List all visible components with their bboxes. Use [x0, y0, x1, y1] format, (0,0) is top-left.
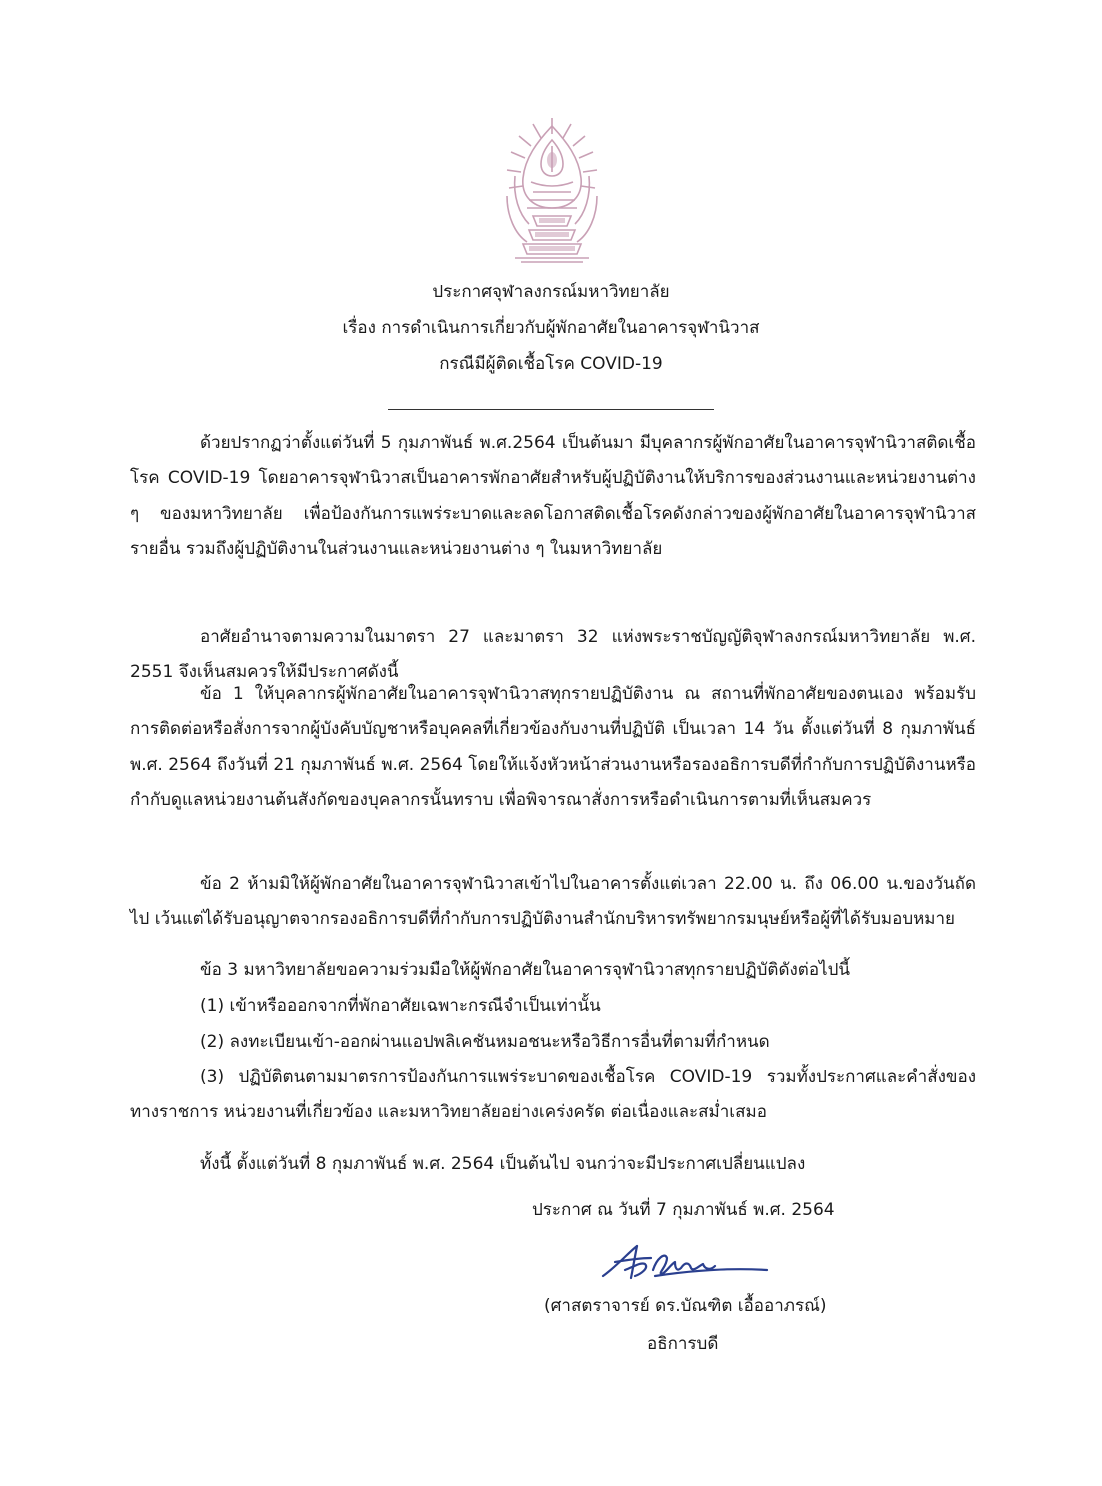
authority-paragraph: อาศัยอำนาจตามความในมาตรา 27 และมาตรา 32 แห่งพระราชบัญญัติจุฬาลงกรณ์มหาวิทยาลัย พ.ศ. 2551 จึงเห็นสมควรให้มีประกาศดังนี้	[130, 627, 976, 683]
clause-1: ข้อ 1 ให้บุคลากรผู้พักอาศัยในอาคารจุฬานิวาสทุกรายปฏิบัติงาน ณ สถานที่พักอาศัยของตนเอง พร้อมรับการติดต่อหรือสั่งการจากผู้บังคับบัญชาหรือบุคคลที่เกี่ยวข้องกับงานที่ปฏิบัติ เป็นเวลา 14 วัน ตั้งแต่วันที่ 8 กุมภาพันธ์ พ.ศ. 2564 ถึงวันที่ 21 กุมภาพันธ์ พ.ศ. 2564 โดยให้แจ้งหัวหน้าส่วนงานหรือรองอธิการบดีที่กำกับการปฏิบัติงานหรือกำกับดูแลหน่วยงานต้นสังกัดของบุคลากรนั้นทราบ เพื่อพิจารณาสั่งการหรือดำเนินการตามที่เห็นสมควร	[130, 684, 976, 810]
announcement-case: กรณีมีผู้ติดเชื้อโรค COVID-19	[439, 354, 663, 374]
effective-date-line: ทั้งนี้ ตั้งแต่วันที่ 8 กุมภาพันธ์ พ.ศ. 2564 เป็นต้นไป จนกว่าจะมีประกาศเปลี่ยนแปลง	[200, 1154, 806, 1174]
clause-3-item-1: (1) เข้าหรือออกจากที่พักอาศัยเฉพาะกรณีจำเป็นเท่านั้น	[200, 996, 601, 1016]
clause-3-item-3: (3) ปฏิบัติตนตามมาตรการป้องกันการแพร่ระบาดของเชื้อโรค COVID-19 รวมทั้งประกาศและคำสั่งของทางราชการ หน่วยงานที่เกี่ยวข้อง และมหาวิทยาลัยอย่างเคร่งครัด ต่อเนื่องและสม่ำเสมอ	[130, 1067, 976, 1123]
title-divider	[388, 409, 714, 410]
announcement-subject: เรื่อง การดำเนินการเกี่ยวกับผู้พักอาศัยในอาคารจุฬานิวาส	[342, 318, 760, 338]
clause-3: ข้อ 3 มหาวิทยาลัยขอความร่วมมือให้ผู้พักอาศัยในอาคารจุฬานิวาสทุกรายปฏิบัติดังต่อไปนี้	[200, 960, 850, 980]
announcement-title: ประกาศจุฬาลงกรณ์มหาวิทยาลัย	[432, 282, 670, 302]
preamble-paragraph: ด้วยปรากฏว่าตั้งแต่วันที่ 5 กุมภาพันธ์ พ.ศ.2564 เป็นต้นมา มีบุคลากรผู้พักอาศัยในอาคารจุฬานิวาสติดเชื้อโรค COVID-19 โดยอาคารจุฬานิวาสเป็นอาคารพักอาศัยสำหรับผู้ปฏิบัติงานให้บริการของส่วนงานและหน่วยงานต่าง ๆ ของมหาวิทยาลัย เพื่อป้องกันการแพร่ระบาดและลดโอกาสติดเชื้อโรคดังกล่าวของผู้พักอาศัยในอาคารจุฬานิวาส รายอื่น รวมถึงผู้ปฏิบัติงานในส่วนงานและหน่วยงานต่าง ๆ ในมหาวิทยาลัย	[130, 433, 976, 559]
clause-2: ข้อ 2 ห้ามมิให้ผู้พักอาศัยในอาคารจุฬานิวาสเข้าไปในอาคารตั้งแต่เวลา 22.00 น. ถึง 06.00 น.ของวันถัดไป เว้นแต่ได้รับอนุญาตจากรองอธิการบดีที่กำกับการปฏิบัติงานสำนักบริหารทรัพยากรมนุษย์หรือผู้ที่ได้รับมอบหมาย	[130, 874, 976, 930]
signature-icon	[595, 1240, 775, 1285]
signer-name: (ศาสตราจารย์ ดร.บัณฑิต เอื้ออาภรณ์)	[544, 1296, 827, 1316]
clause-3-item-2: (2) ลงทะเบียนเข้า-ออกผ่านแอปพลิเคชันหมอชนะหรือวิธีการอื่นที่ตามที่กำหนด	[200, 1032, 770, 1052]
university-emblem-icon	[493, 112, 611, 264]
signer-title: อธิการบดี	[647, 1334, 719, 1354]
announcement-date: ประกาศ ณ วันที่ 7 กุมภาพันธ์ พ.ศ. 2564	[532, 1200, 835, 1220]
